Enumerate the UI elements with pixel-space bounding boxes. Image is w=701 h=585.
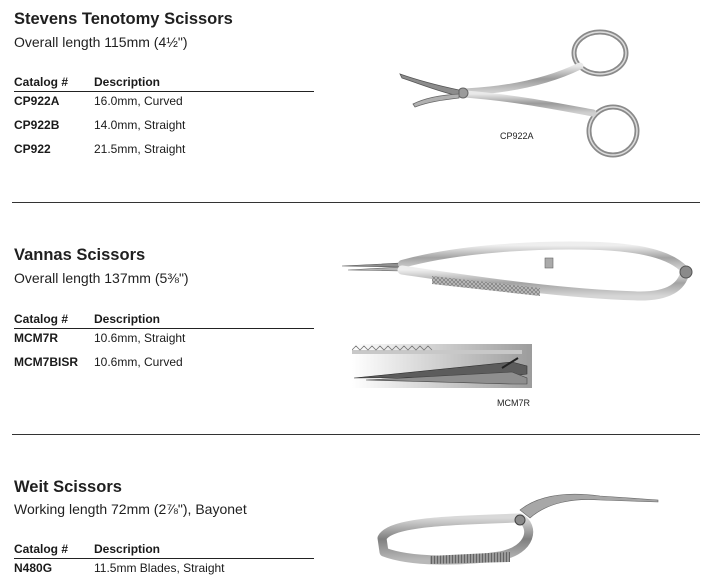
description-header: Description — [94, 75, 161, 89]
stevens-image-caption: CP922A — [500, 131, 534, 141]
vannas-table — [14, 310, 314, 377]
table-row — [14, 353, 314, 377]
table-row — [14, 92, 314, 116]
stevens-scissors-image — [395, 28, 645, 163]
catalog-code: MCM7R — [14, 331, 58, 345]
table-header — [14, 310, 314, 329]
row-description: 10.6mm, Curved — [94, 355, 183, 369]
vannas-scissors-image — [340, 236, 695, 314]
vannas-tip-detail-image — [352, 344, 532, 388]
catalog-code: N480G — [14, 561, 53, 575]
catalog-header: Catalog # — [14, 75, 69, 89]
row-description: 21.5mm, Straight — [94, 142, 186, 156]
catalog-code: CP922A — [14, 94, 60, 108]
catalog-header: Catalog # — [14, 312, 69, 326]
stevens-table — [14, 73, 314, 164]
row-description: 16.0mm, Curved — [94, 94, 183, 108]
row-description: 14.0mm, Straight — [94, 118, 186, 132]
row-description: 11.5mm Blades, Straight — [94, 561, 225, 575]
stevens-title: Stevens Tenotomy Scissors — [14, 10, 233, 28]
catalog-code: MCM7BISR — [14, 355, 79, 369]
section-divider — [12, 434, 700, 435]
table-row — [14, 116, 314, 140]
stevens-subtitle: Overall length 115mm (4½") — [14, 34, 188, 50]
vannas-title: Vannas Scissors — [14, 246, 146, 264]
table-row — [14, 140, 314, 164]
catalog-code: CP922 — [14, 142, 51, 156]
description-header: Description — [94, 312, 161, 326]
section-divider — [12, 202, 700, 203]
table-row — [14, 559, 314, 583]
weit-table — [14, 540, 314, 583]
vannas-image-caption: MCM7R — [497, 398, 530, 408]
description-header: Description — [94, 542, 161, 556]
catalog-header: Catalog # — [14, 542, 69, 556]
weit-subtitle: Working length 72mm (2⅞"), Bayonet — [14, 501, 247, 517]
table-header — [14, 73, 314, 92]
weit-scissors-image — [370, 490, 662, 572]
weit-title: Weit Scissors — [14, 478, 122, 496]
catalog-code: CP922B — [14, 118, 60, 132]
table-header — [14, 540, 314, 559]
row-description: 10.6mm, Straight — [94, 331, 186, 345]
table-row — [14, 329, 314, 353]
vannas-subtitle: Overall length 137mm (5⅜") — [14, 270, 189, 286]
